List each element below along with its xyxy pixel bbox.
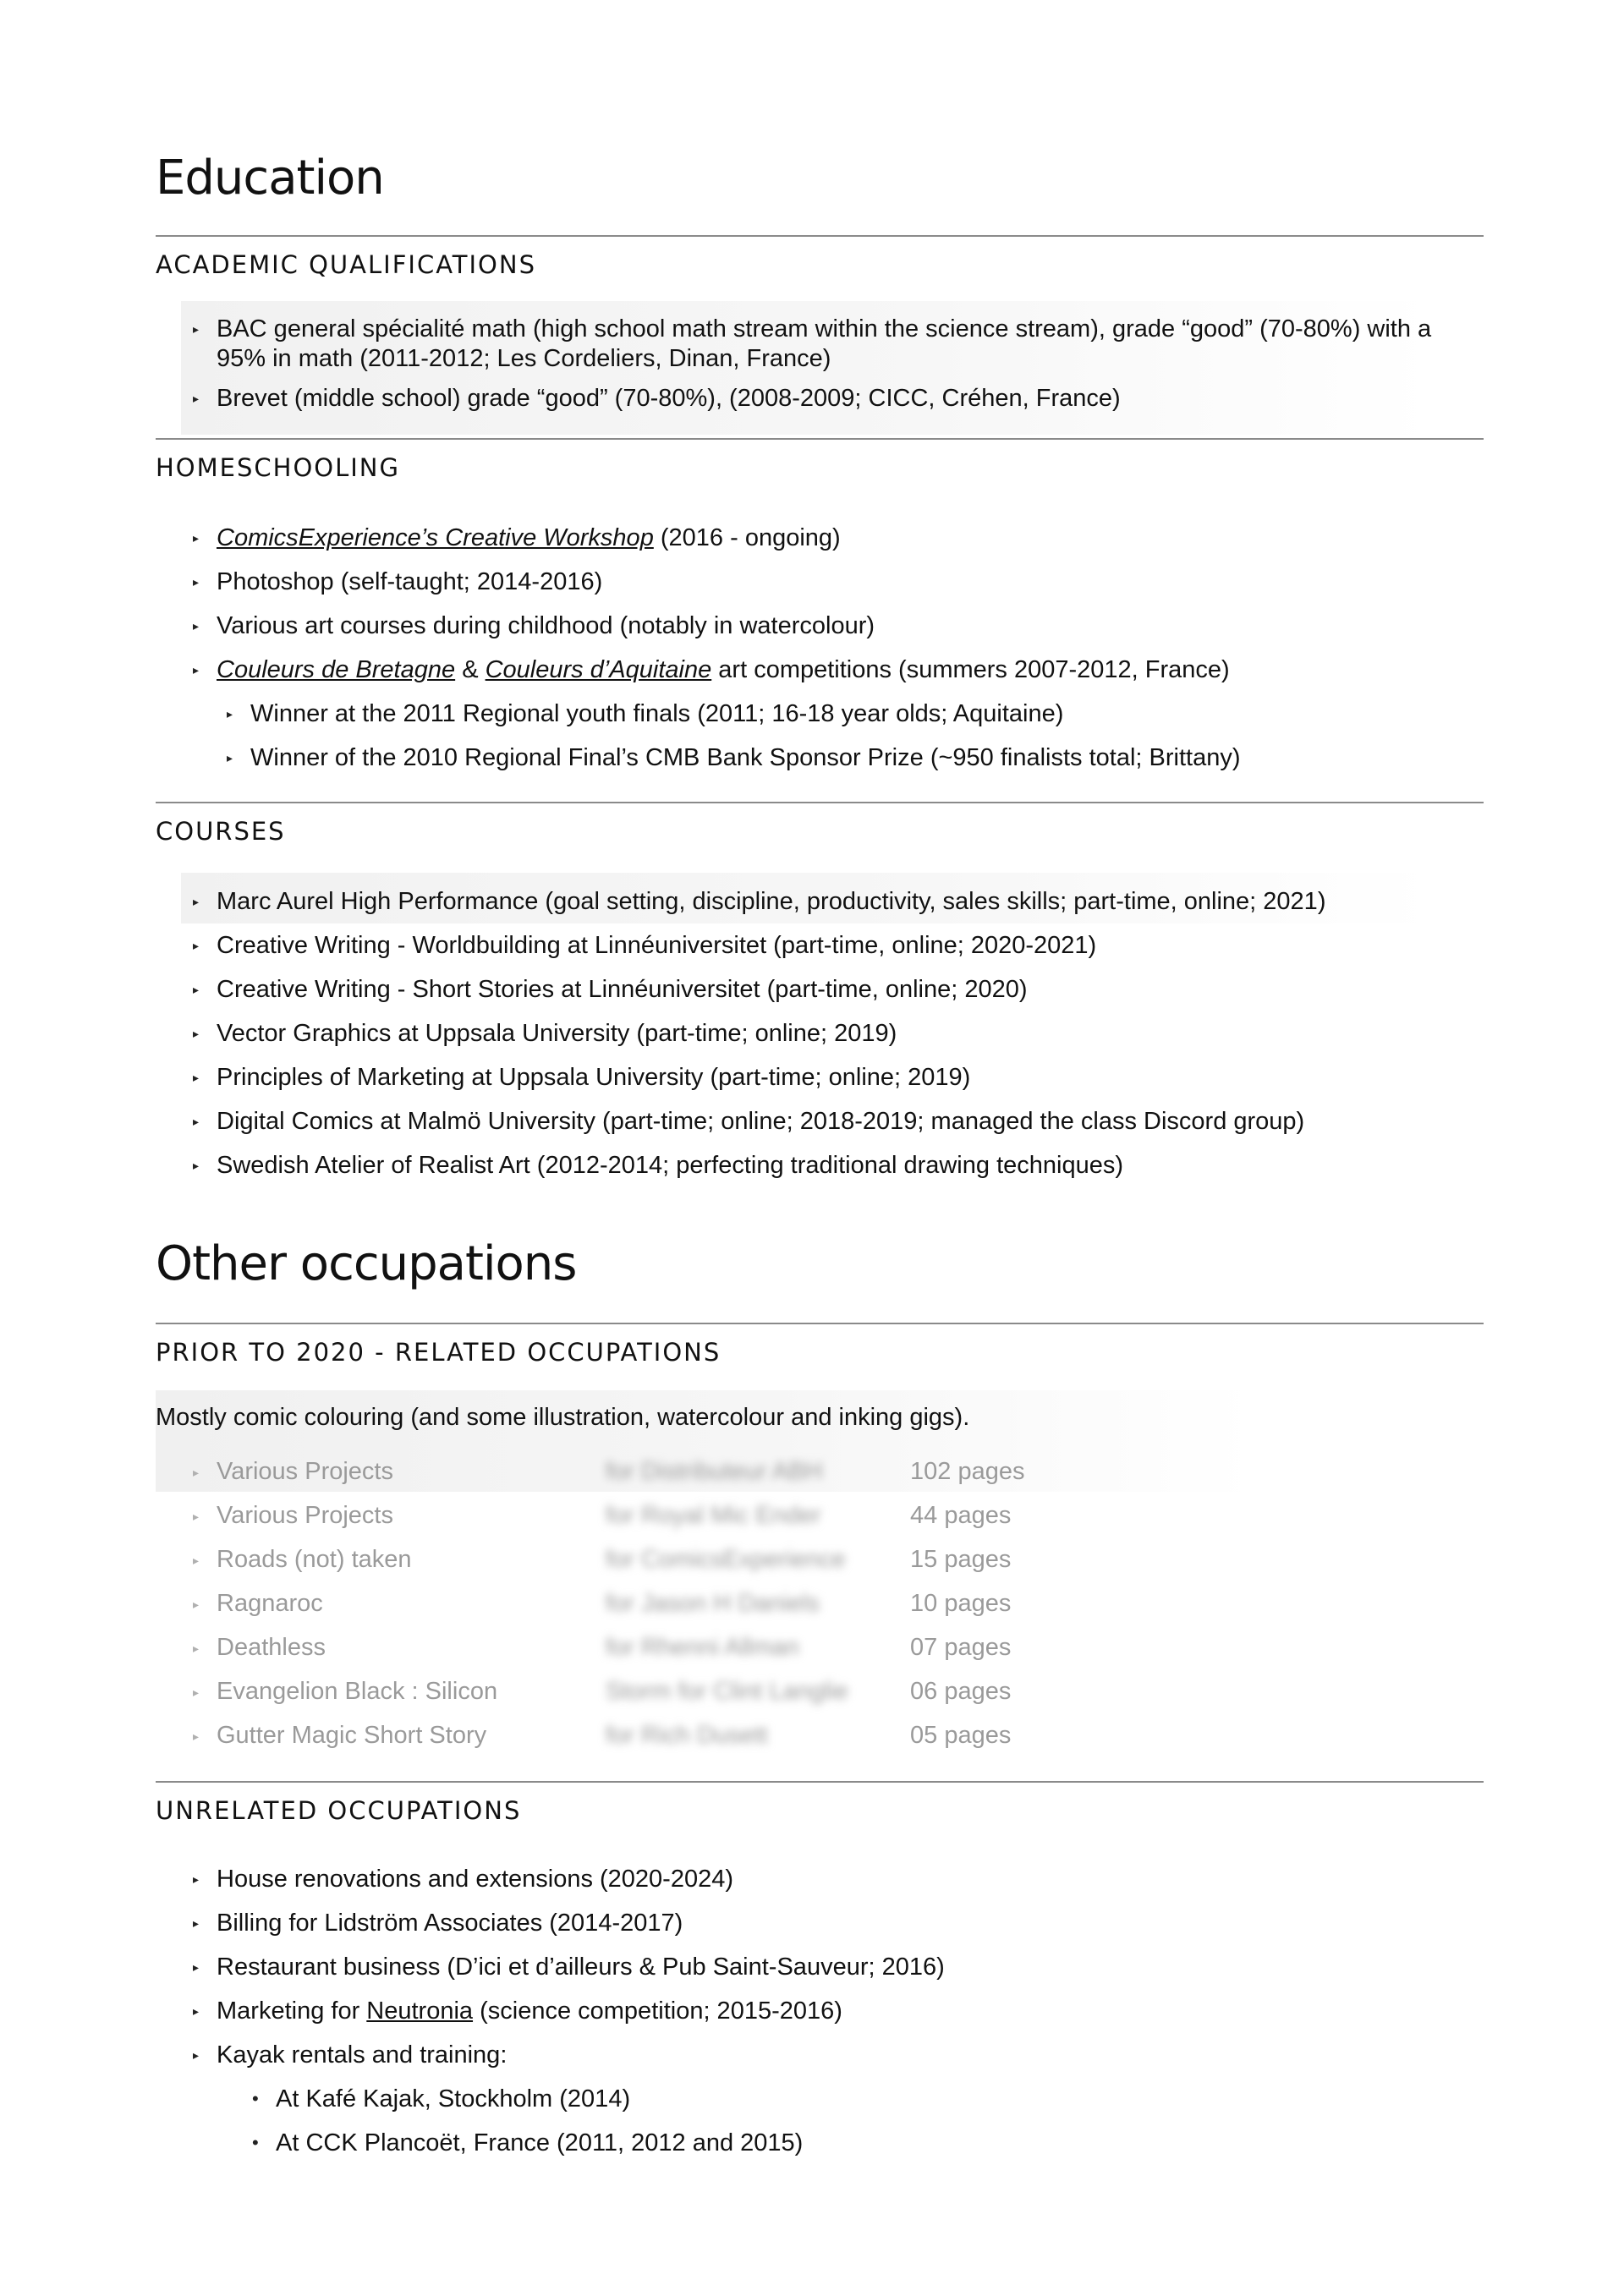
table-row — [193, 1625, 1164, 1669]
education-title: Education — [156, 151, 384, 205]
courses-list — [193, 879, 1325, 1187]
list-item: ▸ Marketing for Neutronia (science competition; 2015-2016) — [193, 1989, 945, 2033]
divider — [156, 1781, 1484, 1783]
academic-heading: ACADEMIC QUALIFICATIONS — [156, 250, 536, 279]
homeschooling-heading: HOMESCHOOLING — [156, 453, 400, 482]
divider — [156, 1323, 1484, 1324]
table-row — [193, 1449, 1164, 1493]
list-item: ▸ Swedish Atelier of Realist Art (2012-2014; perfecting traditional drawing techniques) — [193, 1143, 1325, 1187]
list-item: ▸ Kayak rentals and training: — [193, 2033, 945, 2077]
pages-cell: 44 pages — [910, 1501, 1012, 1529]
arrow-bullet-icon: ▸ — [193, 619, 200, 633]
client-cell: Storm for Clint Langlie — [606, 1677, 848, 1705]
list-item: ▸ Digital Comics at Malmö University (part-time; online; 2018-2019; managed the class Discord group) — [193, 1099, 1325, 1143]
academic-list — [193, 315, 1431, 414]
client-cell: for Rhenni Allman — [606, 1633, 799, 1661]
list-item: ▸ Winner at the 2011 Regional youth finals (2011; 16-18 year olds; Aquitaine) — [227, 692, 1241, 736]
unrelated-list — [193, 1857, 945, 2077]
pages-cell: 15 pages — [910, 1545, 1012, 1573]
table-row — [193, 1713, 1164, 1757]
arrow-bullet-icon: ▸ — [193, 895, 200, 908]
arrow-bullet-icon: ▸ — [193, 2004, 200, 2018]
creative-workshop-link[interactable]: ComicsExperience’s Creative Workshop — [217, 524, 654, 551]
arrow-bullet-icon: ▸ — [193, 1466, 200, 1479]
arrow-bullet-icon: ▸ — [193, 2048, 200, 2062]
arrow-bullet-icon: ▸ — [193, 1553, 200, 1567]
arrow-bullet-icon: ▸ — [227, 751, 233, 764]
couleurs-bretagne-link[interactable]: Couleurs de Bretagne — [217, 656, 456, 683]
list-item: ▸ Various art courses during childhood (notably in watercolour) — [193, 604, 1230, 648]
arrow-bullet-icon: ▸ — [193, 392, 200, 405]
dot-bullet-icon: • — [252, 2088, 259, 2109]
dot-bullet-icon: • — [252, 2132, 259, 2153]
client-cell: for ComicsExperience — [606, 1545, 846, 1573]
related-intro: Mostly comic colouring (and some illustration, watercolour and inking gigs). — [156, 1404, 970, 1431]
arrow-bullet-icon: ▸ — [193, 1115, 200, 1128]
client-cell: for Distributeur ABH — [606, 1457, 823, 1485]
list-item: ▸ Photoshop (self-taught; 2014-2016) — [193, 560, 1230, 604]
list-item: ▸ ComicsExperience’s Creative Workshop (2016 - ongoing) — [193, 516, 1230, 560]
table-row — [193, 1537, 1164, 1581]
unrelated-heading: UNRELATED OCCUPATIONS — [156, 1796, 522, 1825]
project-cell: ▸ Ragnaroc — [193, 1589, 323, 1617]
table-row — [193, 1493, 1164, 1537]
list-item: ▸ Principles of Marketing at Uppsala University (part-time; online; 2019) — [193, 1055, 1325, 1099]
pages-cell: 06 pages — [910, 1677, 1012, 1705]
arrow-bullet-icon: ▸ — [193, 1916, 200, 1930]
pages-cell: 05 pages — [910, 1721, 1012, 1749]
arrow-bullet-icon: ▸ — [193, 1159, 200, 1172]
list-item: ▸ BAC general spécialité math (high school math stream within the science stream), grade “good” (70-80%) with a — [193, 315, 1432, 342]
arrow-bullet-icon: ▸ — [193, 1027, 200, 1040]
client-cell: for Jason H Daniels — [606, 1589, 820, 1617]
project-cell: ▸ Deathless — [193, 1633, 326, 1661]
list-item: ▸ Billing for Lidström Associates (2014-2017) — [193, 1901, 945, 1945]
arrow-bullet-icon: ▸ — [193, 531, 200, 545]
arrow-bullet-icon: ▸ — [193, 1960, 200, 1974]
arrow-bullet-icon: ▸ — [193, 939, 200, 952]
homeschooling-sublist — [227, 692, 1241, 780]
list-item: ▸ Marc Aurel High Performance (goal setting, discipline, productivity, sales skills; part-time, online; 2021) — [193, 879, 1325, 923]
list-item: ▸ Creative Writing - Short Stories at Linnéuniversitet (part-time, online; 2020) — [193, 967, 1325, 1011]
project-cell: ▸ Roads (not) taken — [193, 1545, 412, 1573]
arrow-bullet-icon: ▸ — [193, 1685, 200, 1699]
related-heading: PRIOR TO 2020 - RELATED OCCUPATIONS — [156, 1338, 721, 1367]
arrow-bullet-icon: ▸ — [193, 1510, 200, 1523]
list-item: ▸ Winner of the 2010 Regional Final’s CMB Bank Sponsor Prize (~950 finalists total; Brittany) — [227, 736, 1241, 780]
table-row — [193, 1581, 1164, 1625]
list-item: • At Kafé Kajak, Stockholm (2014) — [252, 2077, 803, 2121]
arrow-bullet-icon: ▸ — [193, 1641, 200, 1655]
neutronia-link[interactable]: Neutronia — [366, 1997, 474, 2025]
arrow-bullet-icon: ▸ — [193, 575, 200, 589]
arrow-bullet-icon: ▸ — [193, 322, 200, 336]
list-item: 95% in math (2011-2012; Les Cordeliers, Dinan, France) — [217, 345, 831, 372]
list-item: • At CCK Plancoët, France (2011, 2012 and 2015) — [252, 2121, 803, 2165]
list-item: ▸ Brevet (middle school) grade “good” (70-80%), (2008-2009; CICC, Créhen, France) — [193, 385, 1121, 412]
project-cell: ▸ Evangelion Black : Silicon — [193, 1677, 498, 1705]
arrow-bullet-icon: ▸ — [193, 1071, 200, 1084]
project-cell: ▸ Various Projects — [193, 1501, 393, 1529]
arrow-bullet-icon: ▸ — [193, 1597, 200, 1611]
pages-cell: 07 pages — [910, 1633, 1012, 1661]
project-cell: ▸ Gutter Magic Short Story — [193, 1721, 487, 1749]
courses-heading: COURSES — [156, 817, 286, 846]
list-item: ▸ House renovations and extensions (2020-2024) — [193, 1857, 945, 1901]
other-occupations-title: Other occupations — [156, 1236, 577, 1291]
list-item: ▸ Restaurant business (D’ici et d’ailleurs & Pub Saint-Sauveur; 2016) — [193, 1945, 945, 1989]
client-cell: for Rich Dusett — [606, 1721, 768, 1749]
list-item: ▸ Vector Graphics at Uppsala University (part-time; online; 2019) — [193, 1011, 1325, 1055]
pages-cell: 10 pages — [910, 1589, 1012, 1617]
arrow-bullet-icon: ▸ — [193, 1729, 200, 1743]
kayak-sublist — [252, 2077, 803, 2165]
arrow-bullet-icon: ▸ — [193, 983, 200, 996]
divider — [156, 802, 1484, 803]
divider — [156, 235, 1484, 237]
arrow-bullet-icon: ▸ — [227, 707, 233, 721]
comics-table — [193, 1449, 1164, 1757]
homeschooling-list — [193, 516, 1230, 692]
table-row — [193, 1669, 1164, 1713]
arrow-bullet-icon: ▸ — [193, 1872, 200, 1886]
list-item: ▸ Couleurs de Bretagne & Couleurs d’Aquitaine art competitions (summers 2007-2012, France) — [193, 648, 1230, 692]
arrow-bullet-icon: ▸ — [193, 663, 200, 677]
couleurs-aquitaine-link[interactable]: Couleurs d’Aquitaine — [485, 656, 712, 683]
pages-cell: 102 pages — [910, 1457, 1025, 1485]
list-item: ▸ Creative Writing - Worldbuilding at Linnéuniversitet (part-time, online; 2020-2021) — [193, 923, 1325, 967]
project-cell: ▸ Various Projects — [193, 1457, 393, 1485]
client-cell: for Royal Mic Ender — [606, 1501, 821, 1529]
divider — [156, 438, 1484, 440]
